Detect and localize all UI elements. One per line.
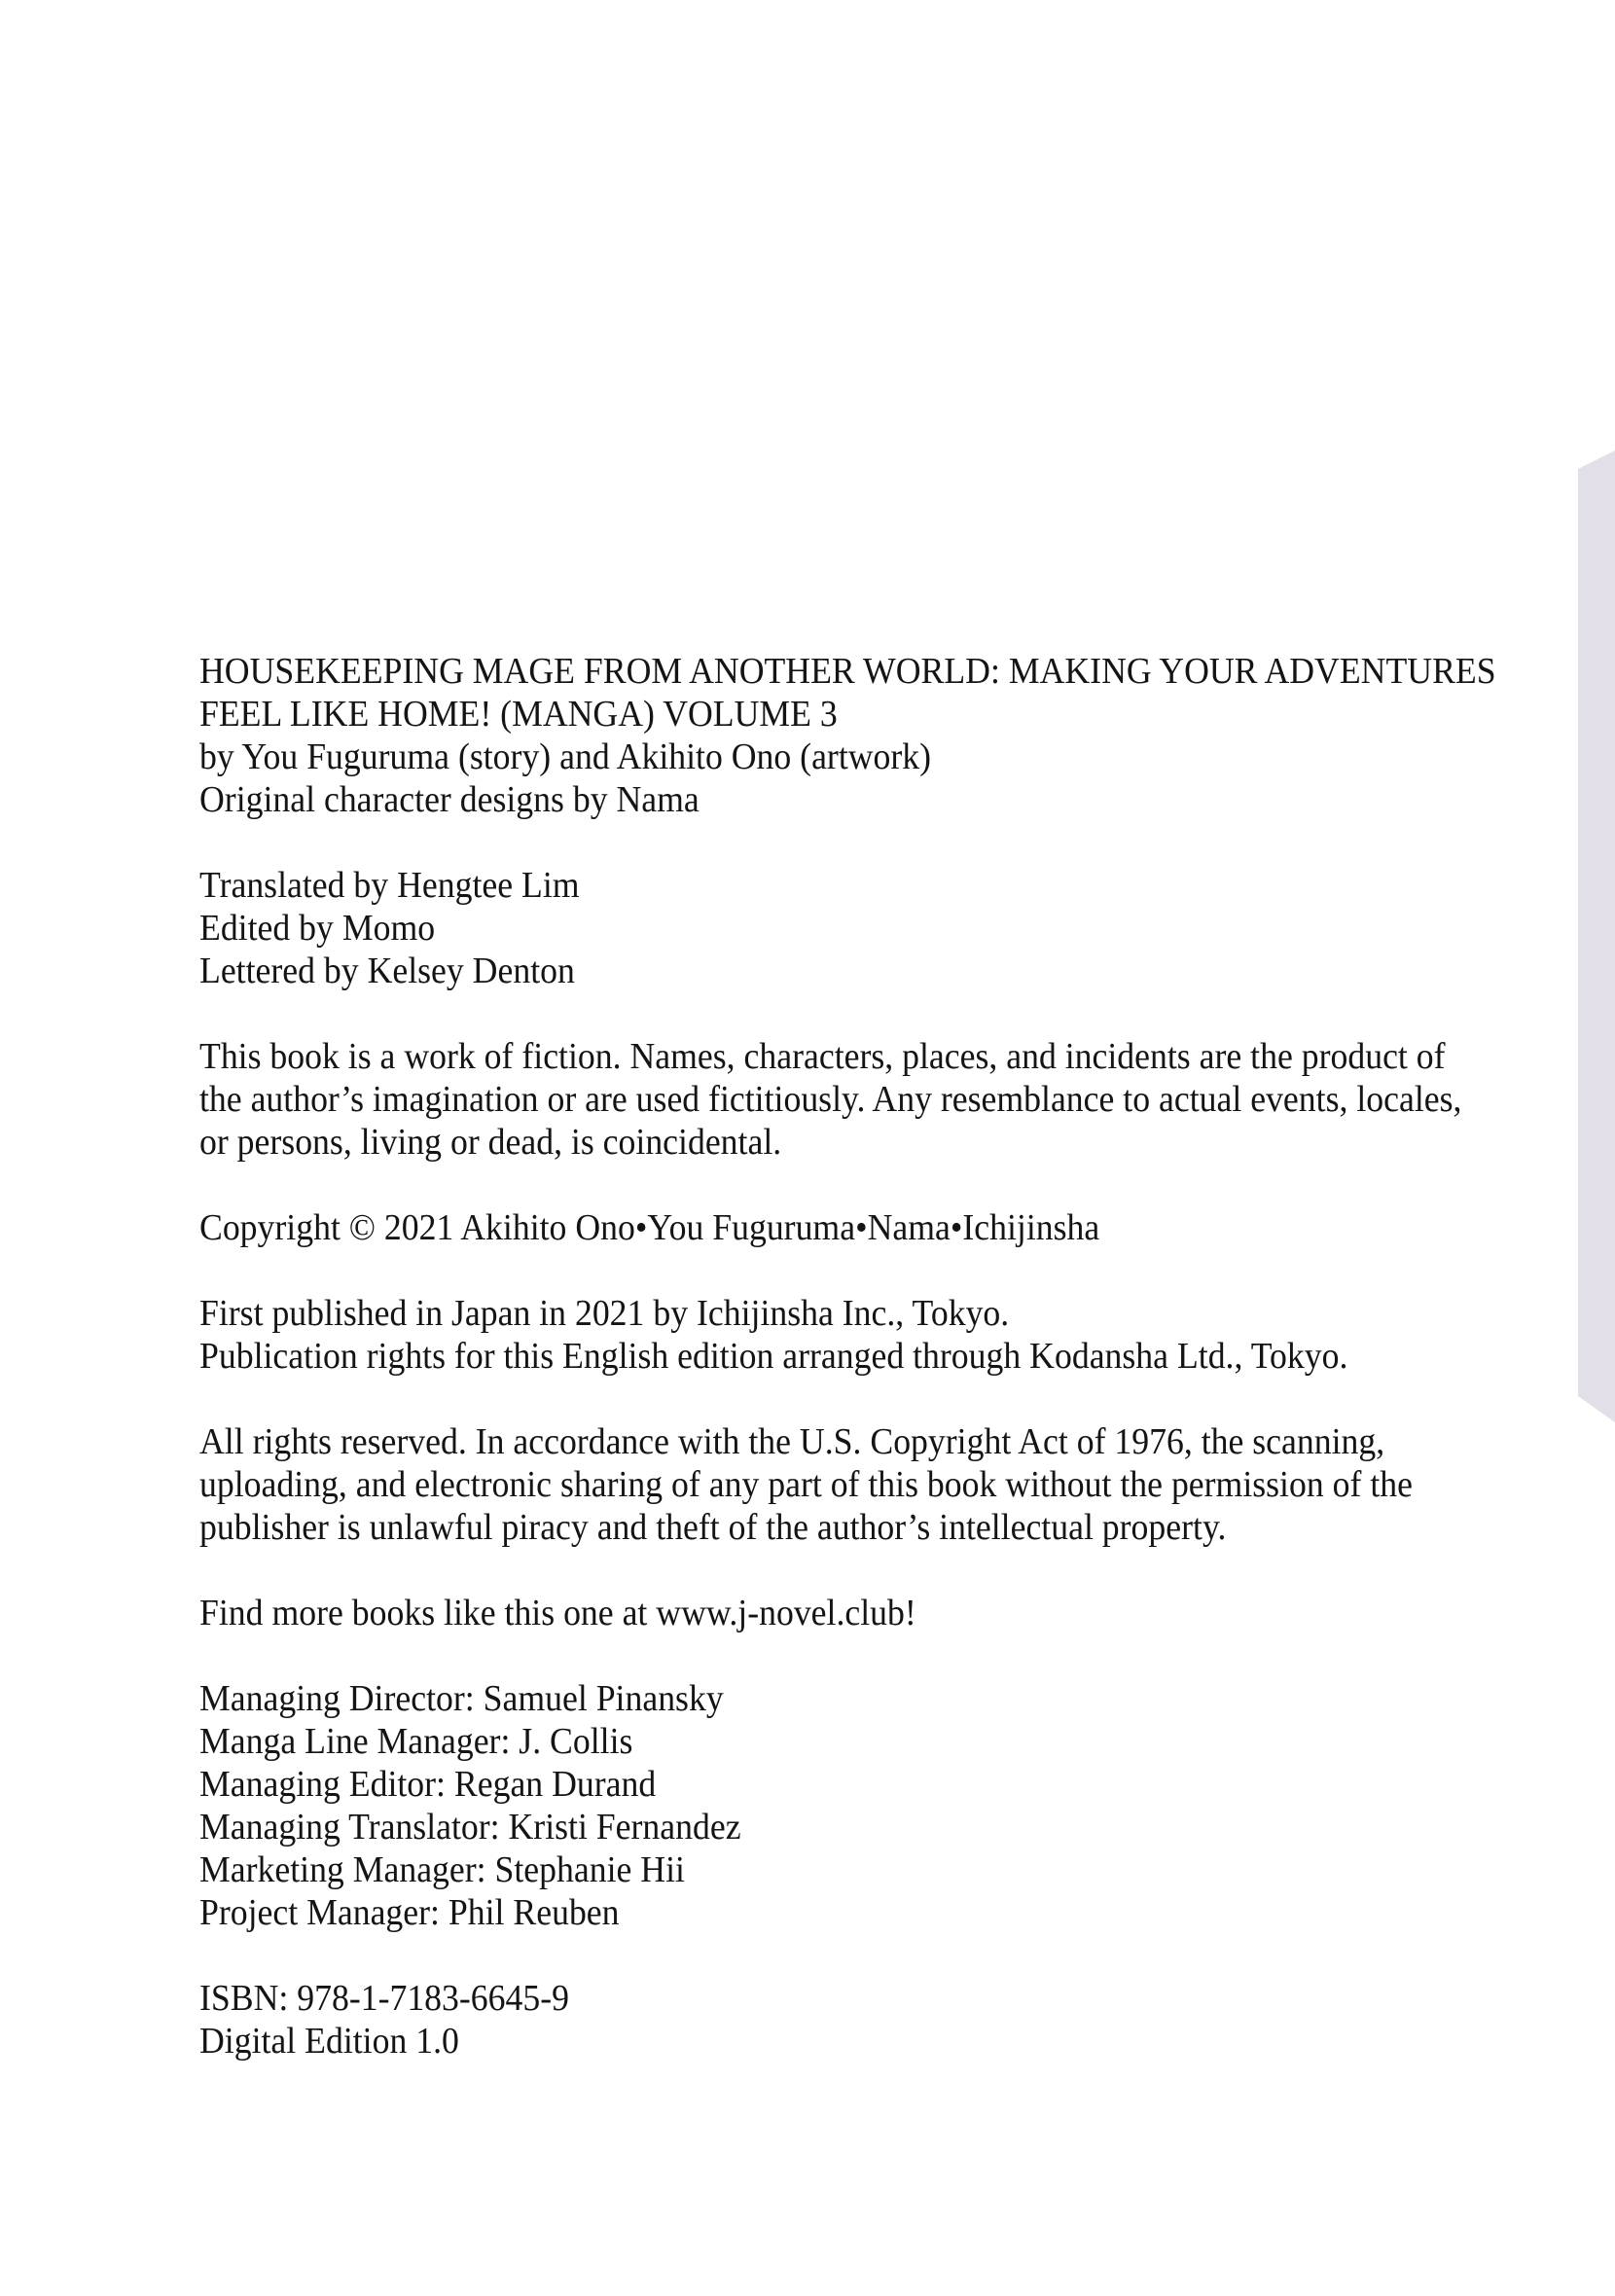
author-line: by You Fuguruma (story) and Akihito Ono (artwork) [199,736,932,777]
first-published-line: First published in Japan in 2021 by Ichijinsha Inc., Tokyo. [199,1293,1010,1334]
managing-translator-line: Managing Translator: Kristi Fernandez [199,1807,741,1848]
disclaimer-line: the author’s imagination or are used fictitiously. Any resemblance to actual events, locales, [199,1079,1462,1120]
disclaimer-line: or persons, living or dead, is coincidental. [199,1122,782,1163]
manga-line-manager-line: Manga Line Manager: J. Collis [199,1721,633,1762]
rights-block [199,1420,1615,1549]
title-line: HOUSEKEEPING MAGE FROM ANOTHER WORLD: MAKING YOUR ADVENTURES [199,651,1496,692]
fiction-disclaimer [199,1035,1615,1164]
managing-director-line: Managing Director: Samuel Pinansky [199,1678,724,1719]
publication-rights-line: Publication rights for this English edition arranged through Kodansha Ltd., Tokyo. [199,1336,1348,1377]
find-more-line: Find more books like this one at www.j-novel.club! [199,1593,916,1633]
managing-editor-line: Managing Editor: Regan Durand [199,1764,657,1805]
project-manager-line: Project Manager: Phil Reuben [199,1892,620,1933]
marketing-manager-line: Marketing Manager: Stephanie Hii [199,1849,685,1890]
publication-block [199,1292,1615,1378]
rights-line: publisher is unlawful piracy and theft of the author’s intellectual property. [199,1507,1227,1548]
edition-line: Digital Edition 1.0 [199,2021,459,2062]
editor-line: Edited by Momo [199,908,436,949]
copyright-line: Copyright © 2021 Akihito Ono•You Fuguruma•Nama•Ichijinsha [199,1207,1100,1248]
letterer-line: Lettered by Kelsey Denton [199,951,575,991]
isbn-block [199,1977,1615,2063]
copyright-line-block [199,1206,1615,1249]
rights-line: All rights reserved. In accordance with the U.S. Copyright Act of 1976, the scanning, [199,1421,1385,1462]
translator-line: Translated by Hengtee Lim [199,865,580,906]
colophon-text [199,650,1615,2063]
disclaimer-line: This book is a work of fiction. Names, characters, places, and incidents are the product of [199,1036,1446,1077]
find-more-block [199,1592,1615,1634]
title-line: FEEL LIKE HOME! (MANGA) VOLUME 3 [199,694,838,735]
credits-block [199,864,1615,992]
title-block [199,650,1615,821]
rights-line: uploading, and electronic sharing of any part of this book without the permission of the [199,1464,1413,1505]
character-design-line: Original character designs by Nama [199,779,700,820]
isbn-line: ISBN: 978-1-7183-6645-9 [199,1978,570,2019]
staff-block [199,1677,1615,1934]
